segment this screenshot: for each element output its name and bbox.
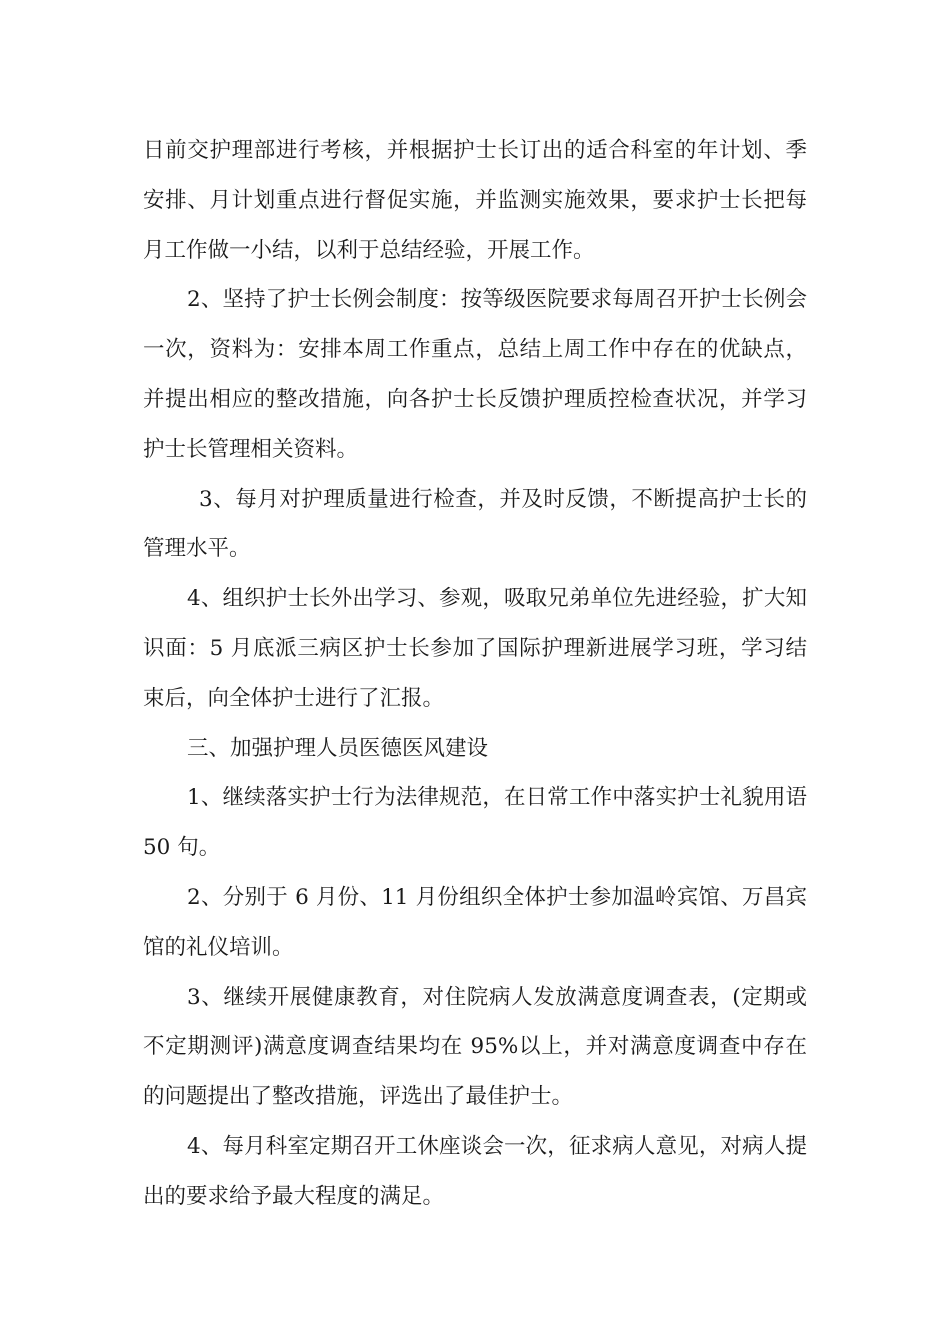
paragraph-item-4: 4、组织护士长外出学习、参观，吸取兄弟单位先进经验，扩大知识面：5 月底派三病区护士长参加了国际护理新进展学习班，学习结束后，向全体护士进行了汇报。 xyxy=(143,586,807,711)
document-body xyxy=(143,126,807,1222)
paragraph-continued: 日前交护理部进行考核，并根据护士长订出的适合科室的年计划、季安排、月计划重点进行督促实施，并监测实施效果，要求护士长把每月工作做一小结，以利于总结经验，开展工作。 xyxy=(143,138,807,263)
paragraph-ethics-item-1: 1、继续落实护士行为法律规范，在日常工作中落实护士礼貌用语 50 句。 xyxy=(143,785,807,861)
paragraph-item-2: 2、坚持了护士长例会制度：按等级医院要求每周召开护士长例会一次，资料为：安排本周工作重点，总结上周工作中存在的优缺点，并提出相应的整改措施，向各护士长反馈护理质控检查状况，并学习护士长管理相关资料。 xyxy=(143,287,807,462)
paragraph-ethics-item-3: 3、继续开展健康教育，对住院病人发放满意度调查表，(定期或不定期测评)满意度调查结果均在 95%以上，并对满意度调查中存在的问题提出了整改措施，评选出了最佳护士。 xyxy=(143,984,807,1110)
paragraph-item-3: 3、每月对护理质量进行检查，并及时反馈，不断提高护士长的管理水平。 xyxy=(143,486,807,562)
paragraph-ethics-item-4: 4、每月科室定期召开工休座谈会一次，征求病人意见，对病人提出的要求给予最大程度的满足。 xyxy=(143,1133,807,1209)
paragraph-ethics-item-2: 2、分别于 6 月份、11 月份组织全体护士参加温岭宾馆、万昌宾馆的礼仪培训。 xyxy=(143,884,807,960)
section-heading-3: 三、加强护理人员医德医风建设 xyxy=(187,735,489,761)
